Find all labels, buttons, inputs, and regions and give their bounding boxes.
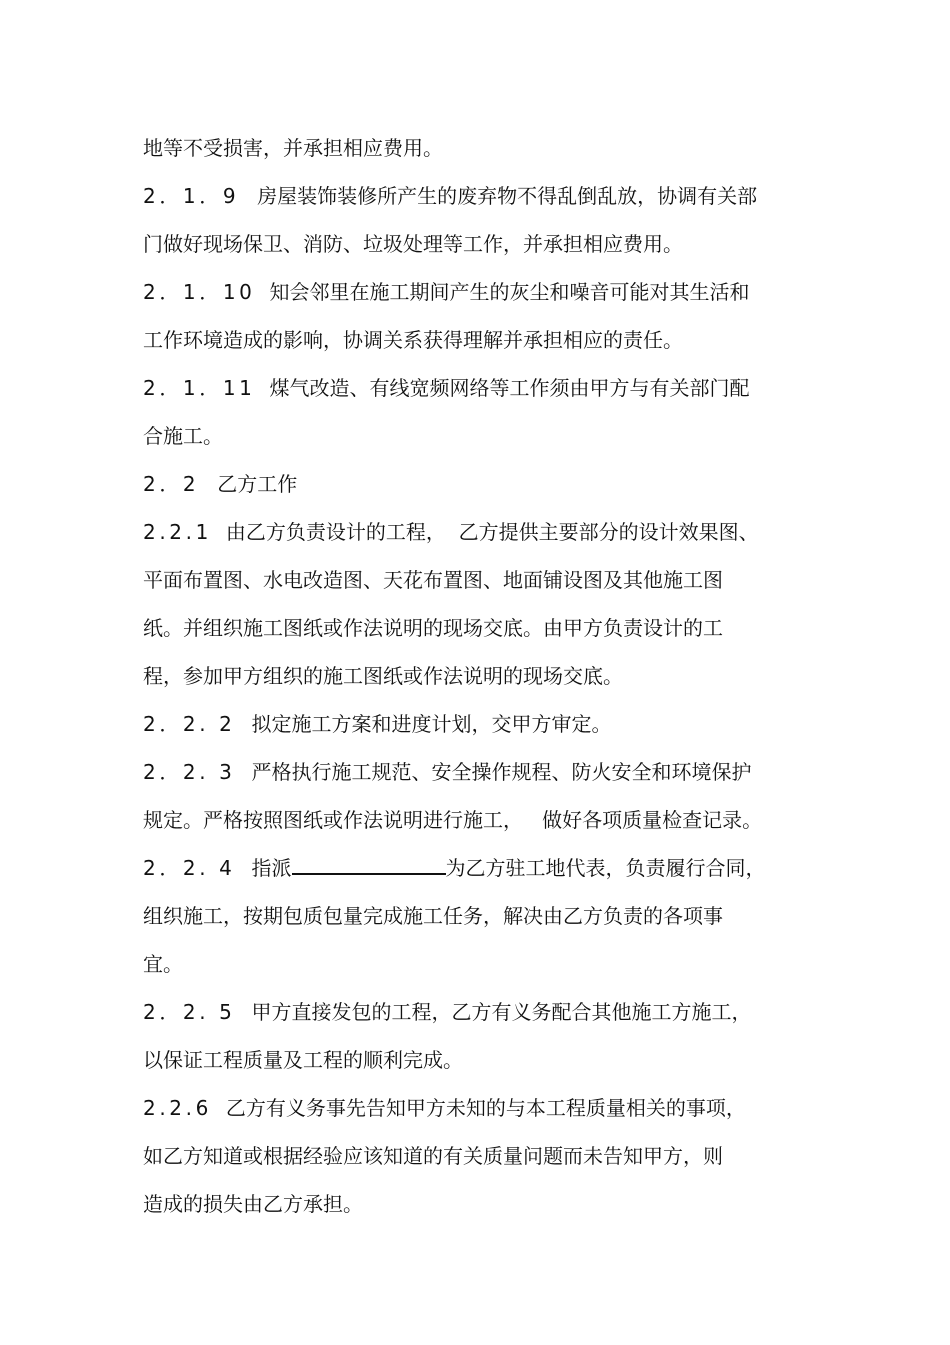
clause-2-2-1-line [143, 519, 759, 545]
paragraph-line [143, 1047, 463, 1073]
paragraph-line [143, 807, 762, 833]
clause-2-1-11-line [143, 375, 750, 401]
line-text: 由乙方负责设计的工程， 乙方提供主要部分的设计效果图、 [225, 520, 759, 544]
line-text: 合施工。 [143, 424, 223, 448]
paragraph-line [143, 663, 623, 689]
line-text: 规定。严格按照图纸或作法说明进行施工， 做好各项质量检查记录。 [143, 808, 763, 832]
clause-number: 2.2.1 [143, 520, 212, 544]
clause-number: 2．2. 4 [143, 856, 236, 880]
line-text: 程，参加甲方组织的施工图纸或作法说明的现场交底。 [143, 664, 623, 688]
clause-2-2-6-line [143, 1095, 746, 1121]
paragraph-line [143, 567, 723, 593]
line-text: 煤气改造、有线宽频网络等工作须由甲方与有关部门配 [269, 376, 750, 400]
line-text: 乙方有义务事先告知甲方未知的与本工程质量相关的事项， [225, 1096, 746, 1120]
paragraph-line [143, 903, 723, 929]
paragraph-line [143, 231, 683, 257]
clause-number: 2．2. 2 [143, 712, 236, 736]
line-text: 门做好现场保卫、消防、垃圾处理等工作，并承担相应费用。 [143, 232, 683, 256]
paragraph-line [143, 423, 223, 449]
line-text: 平面布置图、水电改造图、天花布置图、地面铺设图及其他施工图 [143, 568, 723, 592]
line-text: 组织施工，按期包质包量完成施工任务，解决由乙方负责的各项事 [143, 904, 723, 928]
clause-number: 2．1．11 [143, 376, 256, 400]
line-text: 严格执行施工规范、安全操作规程、防火安全和环境保护 [251, 760, 752, 784]
line-text: 工作环境造成的影响，协调关系获得理解并承担相应的责任。 [143, 328, 683, 352]
line-text: 知会邻里在施工期间产生的灰尘和噪音可能对其生活和 [269, 280, 750, 304]
section-2-2-heading [143, 471, 297, 497]
line-text: 拟定施工方案和进度计划，交甲方审定。 [251, 712, 612, 736]
clause-2-2-3-line [143, 759, 752, 785]
paragraph-line [143, 327, 683, 353]
line-text: 房屋装饰装修所产生的废弃物不得乱倒乱放，协调有关部 [257, 184, 758, 208]
paragraph-line [143, 135, 443, 161]
line-text: 纸。并组织施工图纸或作法说明的现场交底。由甲方负责设计的工 [143, 616, 723, 640]
clause-2-1-10-line [143, 279, 750, 305]
clause-number: 2．2 [143, 472, 200, 496]
clause-number: 2．1．9 [143, 184, 240, 208]
clause-number: 2．2. 5 [143, 1000, 236, 1024]
line-text: 指派 [251, 856, 292, 880]
line-text: 乙方工作 [217, 472, 298, 496]
clause-number: 2.2.6 [143, 1096, 212, 1120]
line-text: 为乙方驻工地代表，负责履行合同， [445, 856, 766, 880]
clause-2-2-4-line [143, 855, 766, 881]
paragraph-line [143, 1191, 363, 1217]
clause-number: 2．1．10 [143, 280, 256, 304]
line-text: 地等不受损害，并承担相应费用。 [143, 136, 443, 160]
paragraph-line [143, 951, 183, 977]
paragraph-line [143, 1143, 723, 1169]
representative-blank-field [292, 855, 446, 875]
paragraph-line [143, 615, 723, 641]
clause-2-2-5-line [143, 999, 752, 1025]
line-text: 以保证工程质量及工程的顺利完成。 [143, 1048, 463, 1072]
clause-2-2-2-line [143, 711, 612, 737]
line-text: 甲方直接发包的工程，乙方有义务配合其他施工方施工， [251, 1000, 752, 1024]
line-text: 宜。 [143, 952, 183, 976]
clause-number: 2．2. 3 [143, 760, 236, 784]
line-text: 如乙方知道或根据经验应该知道的有关质量问题而未告知甲方，则 [143, 1144, 723, 1168]
line-text: 造成的损失由乙方承担。 [143, 1192, 363, 1216]
clause-2-1-9-line [143, 183, 757, 209]
